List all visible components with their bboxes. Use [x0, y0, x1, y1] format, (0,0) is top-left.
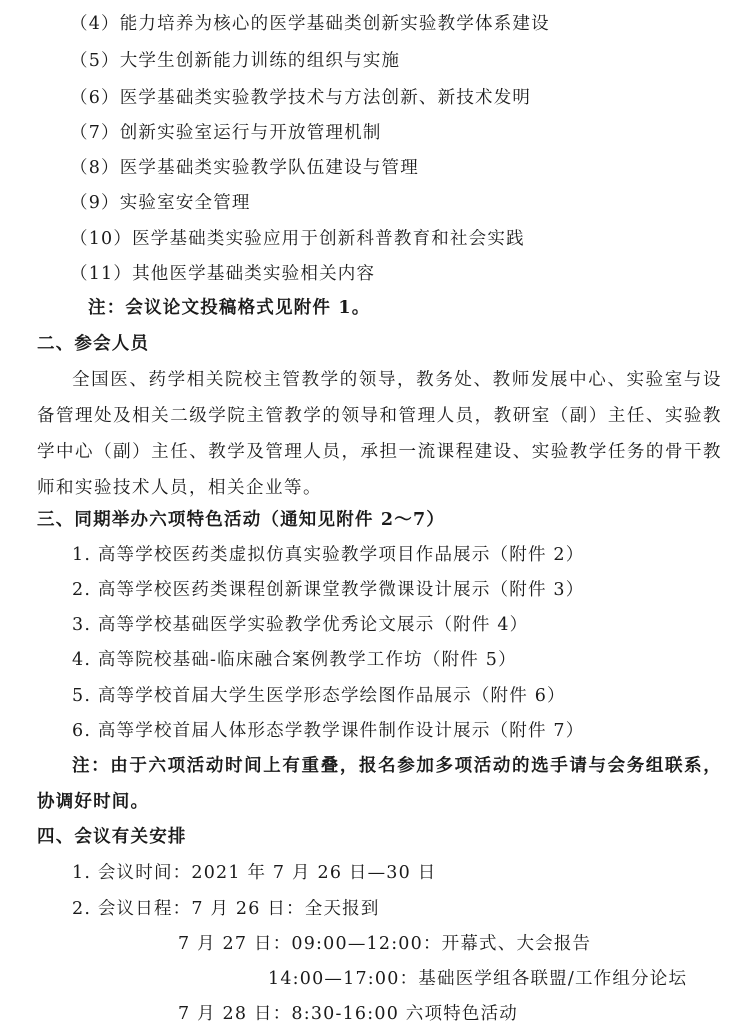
activity-item-5: 5. 高等学校首届大学生医学形态学绘图作品展示（附件 6） — [72, 686, 566, 706]
topic-item-7: （7）创新实验室运行与开放管理机制 — [70, 123, 382, 143]
topic-item-8: （8）医学基础类实验教学队伍建设与管理 — [70, 158, 419, 178]
meeting-schedule-day27-pm: 14:00—17:00：基础医学组各联盟/工作组分论坛 — [268, 969, 688, 989]
activity-item-2: 2. 高等学校医药类课程创新课堂教学微课设计展示（附件 3） — [72, 580, 585, 600]
meeting-schedule-day26: 2. 会议日程：7 月 26 日：全天报到 — [72, 899, 380, 919]
topic-item-6: （6）医学基础类实验教学技术与方法创新、新技术发明 — [70, 88, 532, 108]
meeting-schedule-day28: 7 月 28 日：8:30-16:00 六项特色活动 — [178, 1004, 518, 1024]
topic-item-10: （10）医学基础类实验应用于创新科普教育和社会实践 — [70, 229, 525, 249]
topic-item-4: （4）能力培养为核心的医学基础类创新实验教学体系建设 — [70, 14, 550, 34]
meeting-schedule-day27-am: 7 月 27 日：09:00—12:00：开幕式、大会报告 — [178, 934, 592, 954]
section-heading-participants: 二、参会人员 — [37, 334, 150, 354]
topic-item-11: （11）其他医学基础类实验相关内容 — [70, 264, 376, 284]
activities-note: 注：由于六项活动时间上有重叠，报名参加多项活动的选手请与会务组联系，协调好时间。 — [37, 756, 722, 812]
activity-item-6: 6. 高等学校首届人体形态学教学课件制作设计展示（附件 7） — [72, 721, 585, 741]
section-heading-activities: 三、同期举办六项特色活动（通知见附件 2～7） — [37, 510, 446, 530]
topics-note: 注：会议论文投稿格式见附件 1。 — [88, 298, 371, 318]
topic-item-5: （5）大学生创新能力训练的组织与实施 — [70, 51, 401, 71]
meeting-time: 1. 会议时间：2021 年 7 月 26 日—30 日 — [72, 863, 437, 883]
section-heading-arrangements: 四、会议有关安排 — [37, 827, 187, 847]
topic-item-9: （9）实验室安全管理 — [70, 193, 251, 213]
participants-paragraph: 全国医、药学相关院校主管教学的领导，教务处、教师发展中心、实验室与设备管理处及相关二级学院主管教学的领导和管理人员，教研室（副）主任、实验教学中心（副）主任、教学及管理人员，承担一流课程建设、实验教学任务的骨干教师和实验技术人员，相关企业等。 — [37, 370, 722, 498]
activity-item-1: 1. 高等学校医药类虚拟仿真实验教学项目作品展示（附件 2） — [72, 545, 585, 565]
activity-item-4: 4. 高等院校基础-临床融合案例教学工作坊（附件 5） — [72, 650, 517, 670]
activity-item-3: 3. 高等学校基础医学实验教学优秀论文展示（附件 4） — [72, 615, 529, 635]
